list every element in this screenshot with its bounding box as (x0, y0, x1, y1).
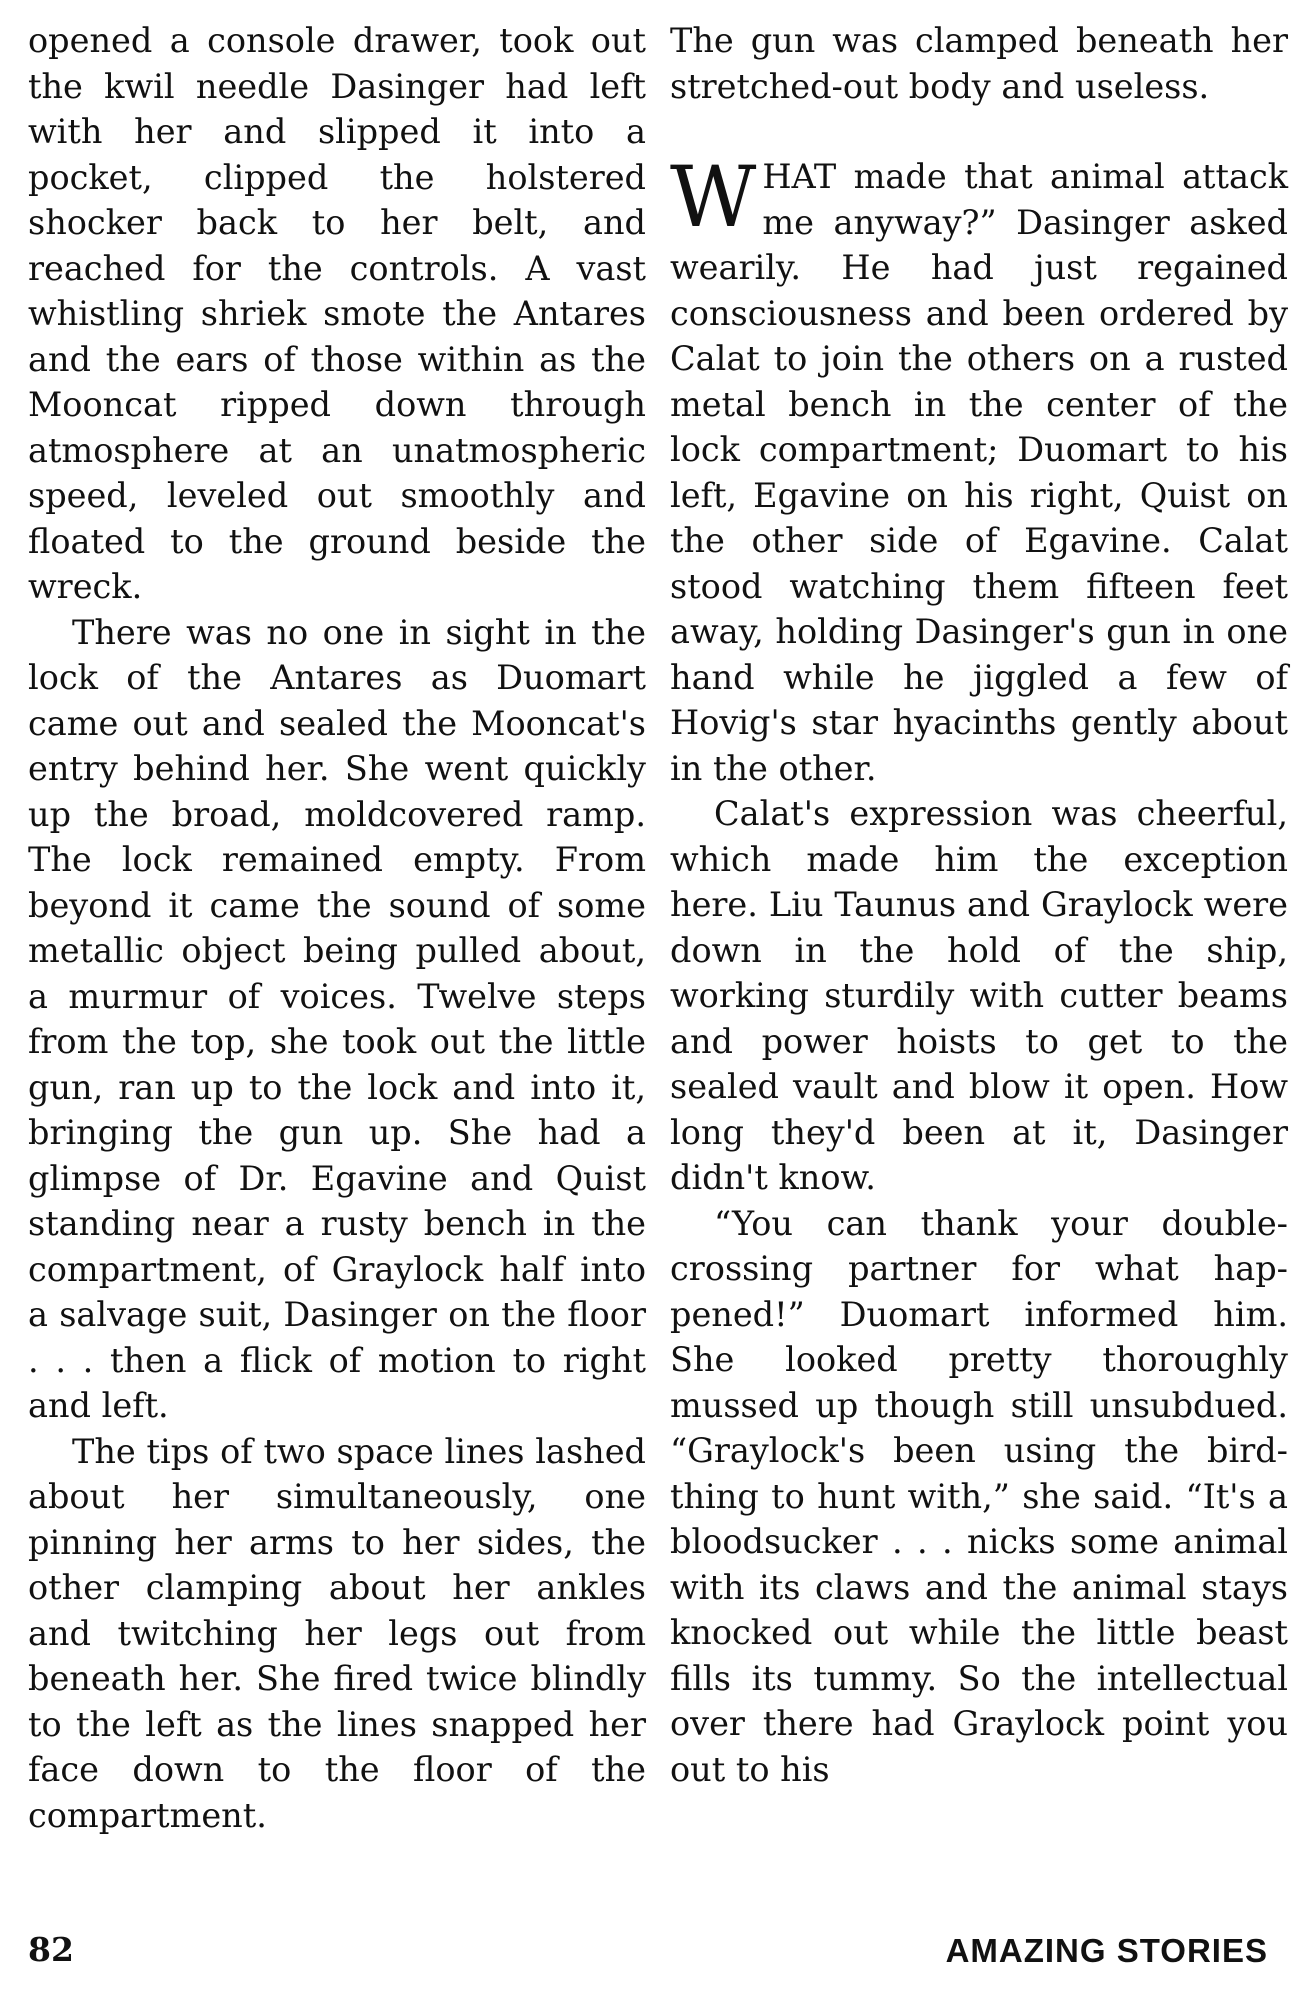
paragraph: “You can thank your doublecrossing partner for what happened!” Duomart informed him. She looked pretty thoroughly mussed up though still unsubdued. “Graylock's been using the bird-thing to hunt with,” she said. “It's a bloodsucker . . . nicks some animal with its claws and the animal stays knocked out while the little beast fills its tummy. So the intellectual over there had Graylock point you out to his (670, 1203, 1288, 1789)
paragraph: The tips of two space lines lashed about her simultaneously, one pinning her arms to her sides, the other clamping about her ankles and twitching her legs out from beneath her. She fired twice blindly to the left as the lines snapped her face down to the floor of the compartment. (28, 1431, 646, 1835)
dropcap-paragraph (670, 148, 1288, 791)
left-column (28, 18, 646, 1838)
paragraph-continuation: The gun was clamped beneath her stretched-out body and useless. (670, 21, 1288, 106)
dropcap-paragraph-text: HAT made that animal attack me anyway?” Dasinger asked wearily. He had just regained consciousness and been ordered by Calat to join the others on a rusted metal bench in the center of the lock compartment; Duomart to his left, Egavine on his right, Quist on the other side of Egavine. Calat stood watching them fifteen feet away, holding Dasinger's gun in one hand while he jiggled a few of Hovig's star hyacinths gently about in the other. (670, 157, 1288, 788)
magazine-name: AMAZING STORIES (945, 1932, 1268, 1969)
paragraph: Calat's expression was cheerful, which made him the exception here. Liu Taunus and Graylock were down in the hold of the ship, working sturdily with cutter beams and power hoists to get to the sealed vault and blow it open. How long they'd been at it, Dasinger didn't know. (670, 794, 1288, 1197)
section-break (670, 109, 1288, 154)
paragraph: opened a console drawer, took out the kwil needle Dasinger had left with her and slipped it into a pocket, clipped the holstered shocker back to her belt, and reached for the controls. A vast whistling shriek smote the Antares and the ears of those within as the Mooncat ripped down through atmosphere at an unatmospheric speed, leveled out smoothly and floated to the ground beside the wreck. (28, 21, 646, 606)
page-number: 82 (28, 1930, 74, 1969)
paragraph: There was no one in sight in the lock of the Antares as Duomart came out and sealed the Mooncat's entry behind her. She went quickly up the broad, moldcovered ramp. The lock remained empty. From beyond it came the sound of some metallic object being pulled about, a murmur of voices. Twelve steps from the top, she took out the little gun, ran up to the lock and into it, bringing the gun up. She had a glimpse of Dr. Egavine and Quist standing near a rusty bench in the compartment, of Graylock half into a salvage suit, Dasinger on the floor . . . then a flick of motion to right and left. (28, 612, 646, 1425)
right-column (670, 18, 1288, 1792)
drop-cap: W (670, 148, 757, 246)
page-footer (28, 1930, 1268, 1976)
